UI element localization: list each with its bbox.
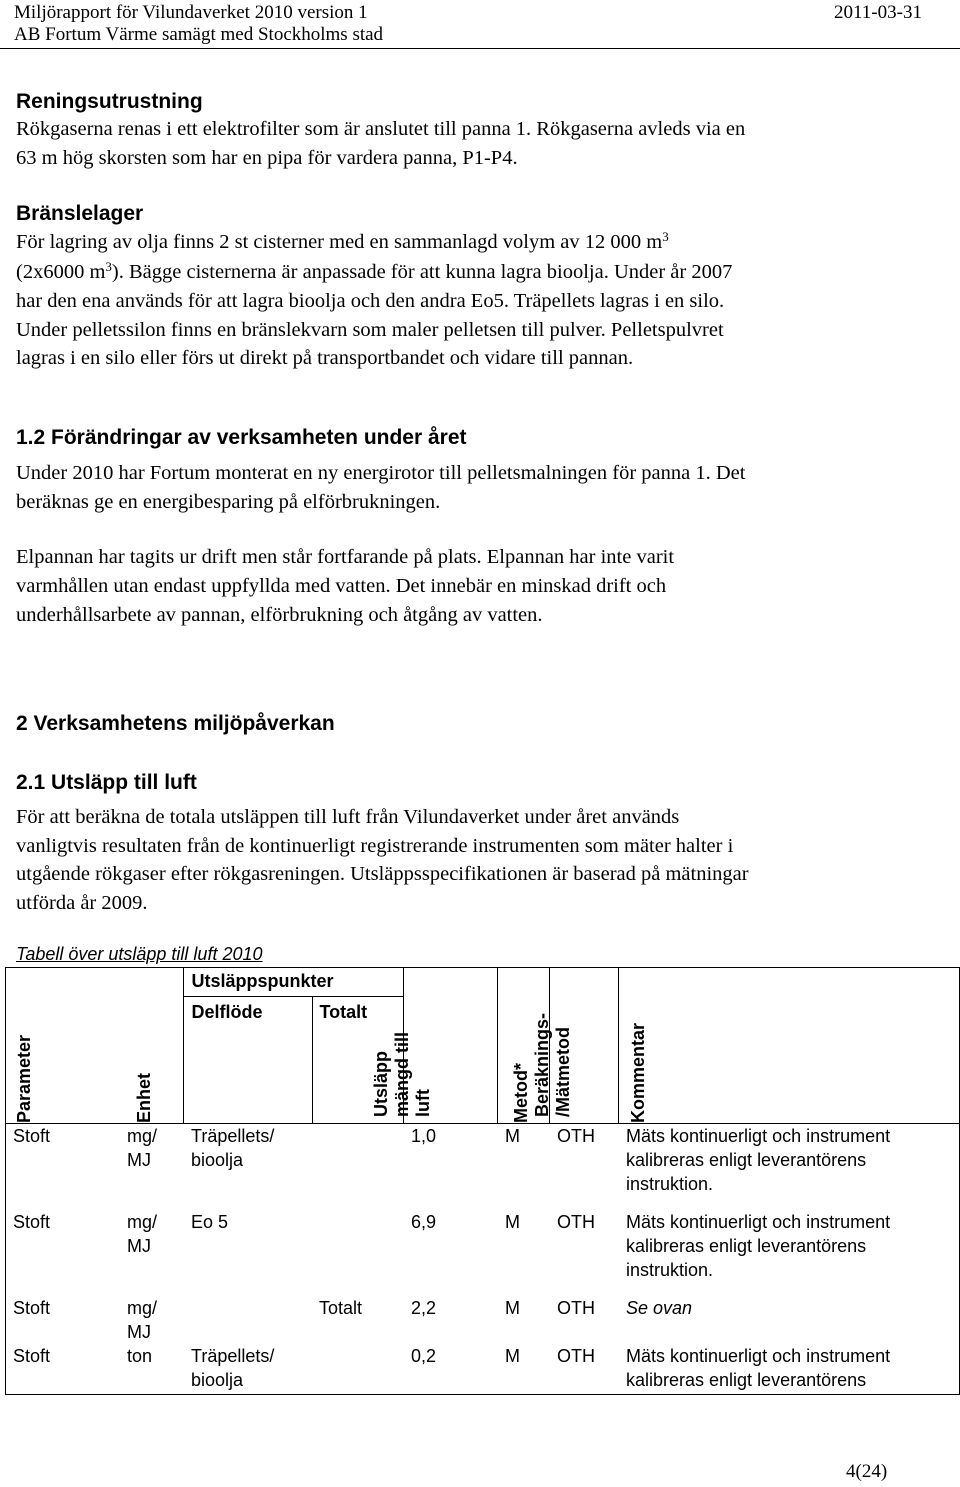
- cell-enhet: [119, 1296, 183, 1344]
- text-line: Mäts kontinuerligt och instrument: [626, 1126, 891, 1146]
- cell-kommentar: [618, 1124, 960, 1211]
- superscript: 3: [105, 259, 112, 274]
- paragraph-line: Elpannan har tagits ur drift men står fortfarande på plats. Elpannan har inte varit: [16, 546, 675, 568]
- table-row: [5, 1210, 960, 1296]
- text-line: bioolja: [191, 1370, 244, 1390]
- heading-reningsutrustning: Reningsutrustning: [16, 90, 203, 113]
- header-text: [532, 1013, 574, 1117]
- text-line: Se ovan: [626, 1298, 693, 1318]
- table-header-row: [5, 968, 960, 1124]
- heading-forandringar: 1.2 Förändringar av verksamheten under året: [16, 426, 467, 449]
- text-line: instruktion.: [626, 1260, 714, 1280]
- cell-metod: M: [505, 1126, 520, 1146]
- text-line: mg/: [127, 1298, 158, 1318]
- heading-branslelager: Bränslelager: [16, 202, 144, 225]
- cell-delflode: [183, 1296, 311, 1344]
- cell-kommentar: [618, 1344, 960, 1395]
- document-date: 2011-03-31: [834, 2, 922, 23]
- paragraph-line: [16, 258, 946, 287]
- header-text: luft: [412, 1089, 433, 1117]
- col-header-enhet: [119, 968, 183, 1124]
- cell-totalt: Totalt: [319, 1298, 363, 1318]
- cell-kommentar: [618, 1210, 960, 1296]
- header-text: /Mätmetod: [552, 1027, 573, 1117]
- table-row: [5, 1296, 960, 1344]
- cell-delflode: [183, 1124, 311, 1211]
- text-line: MJ: [127, 1322, 151, 1342]
- text-line: Träpellets/: [191, 1346, 275, 1366]
- text-line: Träpellets/: [191, 1126, 275, 1146]
- cell-berakning: OTH: [557, 1298, 595, 1318]
- paragraph-line: vanligtvis resultaten från de kontinuerligt registrerande instrumenten som mäter halter i: [16, 835, 734, 857]
- paragraph-line: Under 2010 har Fortum monterat en ny energirotor till pelletsmalningen för panna 1. Det: [16, 462, 746, 484]
- text-line: mg/: [127, 1126, 158, 1146]
- emissions-table: [5, 967, 960, 1395]
- page-header: [0, 0, 960, 49]
- paragraph-line: 63 m hög skorsten som har en pipa för vardera panna, P1-P4.: [16, 147, 518, 169]
- paragraph-line: underhållsarbete av pannan, elförbrukning och åtgång av vatten.: [16, 604, 543, 626]
- text-line: kalibreras enligt leverantörens: [626, 1370, 867, 1390]
- heading-miljopaverkan: 2 Verksamhetens miljöpåverkan: [16, 712, 335, 735]
- paragraph-line: lagras i en silo eller förs ut direkt på transportbandet och vidare till pannan.: [16, 347, 634, 369]
- document-title: Miljörapport för Vilundaverket 2010 version 1: [14, 2, 368, 23]
- page-number: 4(24): [846, 1461, 888, 1482]
- cell-mangd: 6,9: [411, 1212, 437, 1232]
- cell-parameter: Stoft: [13, 1298, 51, 1318]
- col-header-berakning: [531, 968, 618, 1124]
- header-divider: [184, 996, 403, 997]
- cell-totalt: [311, 1344, 403, 1395]
- text-line: kalibreras enligt leverantörens: [626, 1236, 867, 1256]
- header-text: Parameter: [14, 1034, 34, 1123]
- text-line: ton: [127, 1346, 153, 1366]
- header-text: Enhet: [134, 1072, 154, 1123]
- cell-metod: M: [505, 1298, 520, 1318]
- paragraph-line: beräknas ge en energibesparing på elförbrukningen.: [16, 491, 441, 513]
- header-text: Utsläppspunkter: [191, 971, 334, 991]
- cell-metod: M: [505, 1212, 520, 1232]
- header-text: Delflöde: [191, 1002, 263, 1022]
- col-header-utslappspunkter: [183, 968, 403, 1124]
- text-line: Eo 5: [191, 1212, 229, 1232]
- cell-enhet: [119, 1210, 183, 1296]
- paragraph-line: utgående rökgaser efter rökgasreningen. Utsläppsspecifikationen är baserad på mätningar: [16, 863, 749, 885]
- text-span: ). Bägge cisternerna är anpassade för att kunna lagra bioolja. Under år 2007: [111, 261, 733, 283]
- text-span: För lagring av olja finns 2 st cisterner med en sammanlagd volym av 12 000 m: [16, 231, 663, 253]
- header-text: Kommentar: [627, 1022, 648, 1123]
- heading-utslapp: 2.1 Utsläpp till luft: [16, 771, 197, 794]
- cell-berakning: OTH: [557, 1126, 595, 1146]
- text-line: MJ: [127, 1150, 151, 1170]
- table-row: [5, 1124, 960, 1211]
- header-text: Utsläpp: [370, 1050, 391, 1117]
- cell-mangd: 1,0: [411, 1126, 437, 1146]
- cell-parameter: Stoft: [13, 1212, 51, 1232]
- cell-parameter: Stoft: [5, 1344, 119, 1395]
- header-text: Metod*: [510, 1063, 531, 1123]
- col-header-kommentar: [618, 968, 960, 1124]
- header-text: Totalt: [319, 1002, 368, 1022]
- cell-berakning: OTH: [549, 1344, 618, 1395]
- text-line: kalibreras enligt leverantörens: [626, 1150, 867, 1170]
- cell-mangd: 0,2: [403, 1344, 497, 1395]
- header-text: mängd till: [391, 1032, 412, 1117]
- cell-enhet: [119, 1124, 183, 1211]
- paragraph-line: [16, 228, 946, 257]
- paragraph-line: utförda år 2009.: [16, 892, 148, 914]
- cell-parameter: Stoft: [13, 1126, 51, 1146]
- header-divider: [312, 996, 313, 1123]
- col-header-mangd: [370, 968, 497, 1124]
- table-row: [5, 1344, 960, 1395]
- text-line: mg/: [127, 1212, 158, 1232]
- cell-mangd: 2,2: [411, 1298, 437, 1318]
- col-header-parameter: [5, 968, 119, 1124]
- text-line: Mäts kontinuerligt och instrument: [626, 1346, 891, 1366]
- cell-delflode: [183, 1344, 311, 1395]
- text-line: instruktion.: [626, 1174, 714, 1194]
- company-name: AB Fortum Värme samägt med Stockholms stad: [14, 24, 384, 45]
- cell-totalt: [311, 1124, 403, 1211]
- cell-totalt: [311, 1210, 403, 1296]
- paragraph-line: varmhållen utan endast uppfyllda med vatten. Det innebär en minskad drift och: [16, 575, 667, 597]
- header-text: [371, 1032, 434, 1117]
- cell-delflode: [183, 1210, 311, 1296]
- superscript: 3: [662, 229, 669, 244]
- text-line: bioolja: [191, 1150, 244, 1170]
- cell-berakning: OTH: [557, 1212, 595, 1232]
- paragraph-line: Under pelletssilon finns en bränslekvarn som maler pelletsen till pulver. Pelletspulvret: [16, 319, 724, 341]
- cell-metod: M: [497, 1344, 549, 1395]
- text-line: Mäts kontinuerligt och instrument: [626, 1212, 891, 1232]
- cell-kommentar: [618, 1296, 960, 1344]
- text-span: (2x6000 m: [16, 261, 106, 283]
- text-line: MJ: [127, 1236, 151, 1256]
- paragraph-line: För att beräkna de totala utsläppen till luft från Vilundaverket under året används: [16, 806, 680, 828]
- cell-enhet: [119, 1344, 183, 1395]
- paragraph-line: har den ena används för att lagra bioolja och den andra Eo5. Träpellets lagras i en silo.: [16, 290, 725, 312]
- table-caption: Tabell över utsläpp till luft 2010: [16, 944, 263, 964]
- header-text: Beräknings-: [531, 1012, 552, 1117]
- paragraph-line: Rökgaserna renas i ett elektrofilter som är anslutet till panna 1. Rökgaserna avleds via en: [16, 118, 746, 140]
